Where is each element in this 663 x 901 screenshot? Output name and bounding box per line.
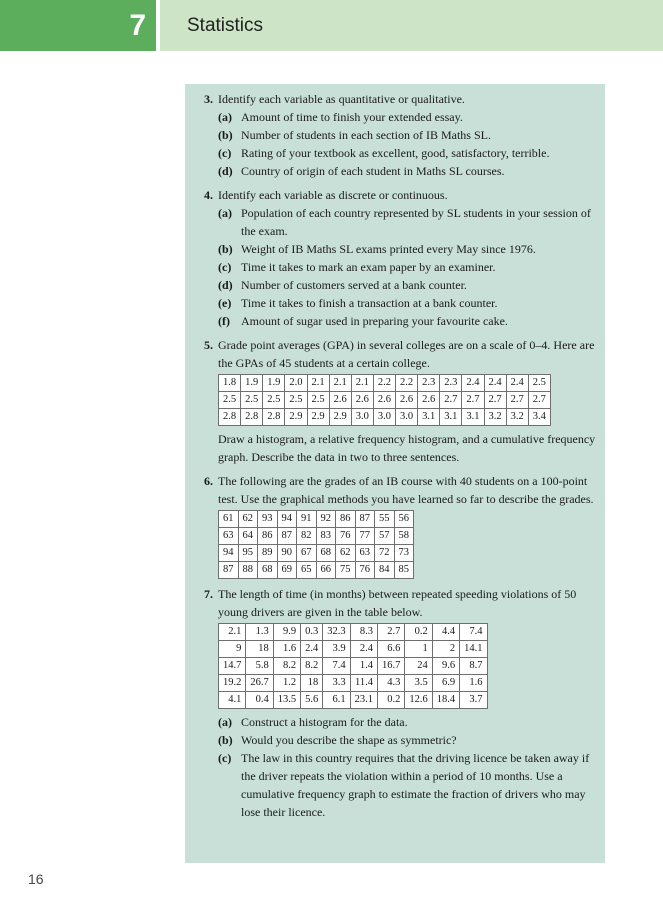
part-label: (e) bbox=[218, 296, 232, 310]
table-cell: 2.8 bbox=[263, 409, 285, 426]
question-parts bbox=[204, 204, 597, 330]
table-cell: 2.2 bbox=[396, 375, 418, 392]
table-cell: 6.1 bbox=[323, 692, 350, 709]
table-cell: 18 bbox=[301, 675, 323, 692]
part-label: (a) bbox=[218, 715, 232, 729]
table-cell: 3.2 bbox=[506, 409, 528, 426]
table-cell: 3.7 bbox=[460, 692, 487, 709]
table-cell: 57 bbox=[375, 528, 395, 545]
table-cell: 2.7 bbox=[440, 392, 462, 409]
table-cell: 3.0 bbox=[351, 409, 373, 426]
part-label: (a) bbox=[218, 206, 232, 220]
table-cell: 2.5 bbox=[219, 392, 241, 409]
table-cell: 2.5 bbox=[285, 392, 307, 409]
table-cell: 94 bbox=[277, 511, 297, 528]
table-row bbox=[219, 641, 488, 658]
table-cell: 2.4 bbox=[301, 641, 323, 658]
table-cell: 8.2 bbox=[301, 658, 323, 675]
part-label: (d) bbox=[218, 278, 233, 292]
table-cell: 3.9 bbox=[323, 641, 350, 658]
table-cell: 55 bbox=[375, 511, 395, 528]
part-label: (b) bbox=[218, 733, 233, 747]
part-text: Number of students in each section of IB Maths SL. bbox=[241, 128, 491, 142]
question-part bbox=[204, 276, 597, 294]
part-text: Amount of time to finish your extended essay. bbox=[241, 110, 463, 124]
question-number: 6. bbox=[204, 474, 213, 488]
part-label: (c) bbox=[218, 751, 232, 765]
table-cell: 24 bbox=[405, 658, 432, 675]
table-cell: 63 bbox=[355, 545, 375, 562]
question-part bbox=[204, 144, 597, 162]
part-label: (f) bbox=[218, 314, 230, 328]
question-part bbox=[204, 713, 597, 731]
table-cell: 32.3 bbox=[323, 624, 350, 641]
table-cell: 83 bbox=[316, 528, 336, 545]
question-stem: Identify each variable as discrete or continuous. bbox=[218, 188, 448, 202]
part-label: (b) bbox=[218, 242, 233, 256]
question-part bbox=[204, 108, 597, 126]
question-part bbox=[204, 162, 597, 180]
question-part bbox=[204, 204, 597, 240]
table-cell: 64 bbox=[238, 528, 258, 545]
table-cell: 2.7 bbox=[484, 392, 506, 409]
table-row bbox=[219, 409, 551, 426]
table-cell: 72 bbox=[375, 545, 395, 562]
table-cell: 3.3 bbox=[323, 675, 350, 692]
question-6 bbox=[204, 472, 597, 579]
table-cell: 2.8 bbox=[241, 409, 263, 426]
table-cell: 2.1 bbox=[307, 375, 329, 392]
table-cell: 2.6 bbox=[329, 392, 351, 409]
table-cell: 13.5 bbox=[273, 692, 300, 709]
table-cell: 2.1 bbox=[219, 624, 246, 641]
table-cell: 9.9 bbox=[273, 624, 300, 641]
table-cell: 23.1 bbox=[350, 692, 377, 709]
table-cell: 69 bbox=[277, 562, 297, 579]
table-cell: 2.4 bbox=[506, 375, 528, 392]
table-cell: 3.0 bbox=[373, 409, 395, 426]
table-cell: 66 bbox=[316, 562, 336, 579]
table-cell: 2.4 bbox=[350, 641, 377, 658]
part-label: (b) bbox=[218, 128, 233, 142]
table-cell: 73 bbox=[394, 545, 414, 562]
table-cell: 26.7 bbox=[246, 675, 273, 692]
gpa-table bbox=[218, 374, 551, 426]
question-parts bbox=[204, 713, 597, 821]
table-cell: 62 bbox=[238, 511, 258, 528]
table-cell: 4.3 bbox=[378, 675, 405, 692]
table-cell: 2.9 bbox=[285, 409, 307, 426]
table-cell: 86 bbox=[258, 528, 278, 545]
table-row bbox=[219, 392, 551, 409]
question-parts bbox=[204, 108, 597, 180]
table-cell: 2.6 bbox=[396, 392, 418, 409]
table-cell: 90 bbox=[277, 545, 297, 562]
exercise-panel bbox=[185, 84, 605, 863]
question-4 bbox=[204, 186, 597, 330]
table-cell: 6.9 bbox=[432, 675, 459, 692]
part-text: Time it takes to mark an exam paper by an examiner. bbox=[241, 260, 496, 274]
table-cell: 4.1 bbox=[219, 692, 246, 709]
table-cell: 2.5 bbox=[241, 392, 263, 409]
question-5 bbox=[204, 336, 597, 466]
table-cell: 3.0 bbox=[396, 409, 418, 426]
table-cell: 68 bbox=[316, 545, 336, 562]
table-cell: 3.5 bbox=[405, 675, 432, 692]
table-cell: 87 bbox=[355, 511, 375, 528]
question-stem: The following are the grades of an IB course with 40 students on a 100-point test. Use the graphical methods you have learned so far to describe the grades. bbox=[218, 474, 594, 506]
table-cell: 11.4 bbox=[350, 675, 377, 692]
question-part bbox=[204, 749, 597, 821]
table-cell: 75 bbox=[336, 562, 356, 579]
table-cell: 87 bbox=[277, 528, 297, 545]
table-cell: 0.3 bbox=[301, 624, 323, 641]
question-part bbox=[204, 731, 597, 749]
table-row bbox=[219, 562, 414, 579]
table-cell: 3.1 bbox=[462, 409, 484, 426]
table-cell: 1.9 bbox=[263, 375, 285, 392]
table-row bbox=[219, 375, 551, 392]
table-cell: 77 bbox=[355, 528, 375, 545]
table-cell: 1.4 bbox=[350, 658, 377, 675]
table-cell: 62 bbox=[336, 545, 356, 562]
table-cell: 14.1 bbox=[460, 641, 487, 658]
question-number: 3. bbox=[204, 92, 213, 106]
question-part bbox=[204, 258, 597, 276]
table-cell: 3.1 bbox=[440, 409, 462, 426]
table-cell: 1.9 bbox=[241, 375, 263, 392]
part-text: Weight of IB Maths SL exams printed every May since 1976. bbox=[241, 242, 536, 256]
table-cell: 2.2 bbox=[373, 375, 395, 392]
table-cell: 6.6 bbox=[378, 641, 405, 658]
question-part bbox=[204, 294, 597, 312]
table-cell: 65 bbox=[297, 562, 317, 579]
table-cell: 3.2 bbox=[484, 409, 506, 426]
table-cell: 61 bbox=[219, 511, 239, 528]
table-cell: 82 bbox=[297, 528, 317, 545]
table-cell: 2.6 bbox=[418, 392, 440, 409]
table-cell: 2.8 bbox=[219, 409, 241, 426]
table-cell: 94 bbox=[219, 545, 239, 562]
table-cell: 91 bbox=[297, 511, 317, 528]
question-stem: Grade point averages (GPA) in several colleges are on a scale of 0–4. Here are the GPAs of 45 students at a certain college. bbox=[218, 338, 595, 370]
table-cell: 76 bbox=[355, 562, 375, 579]
table-cell: 4.4 bbox=[432, 624, 459, 641]
table-cell: 58 bbox=[394, 528, 414, 545]
table-cell: 63 bbox=[219, 528, 239, 545]
table-cell: 8.2 bbox=[273, 658, 300, 675]
table-row bbox=[219, 624, 488, 641]
table-cell: 2.3 bbox=[440, 375, 462, 392]
table-cell: 2.7 bbox=[528, 392, 550, 409]
table-cell: 2.7 bbox=[378, 624, 405, 641]
table-cell: 68 bbox=[258, 562, 278, 579]
table-cell: 7.4 bbox=[323, 658, 350, 675]
table-row bbox=[219, 528, 414, 545]
question-stem: Identify each variable as quantitative or qualitative. bbox=[218, 92, 465, 106]
table-cell: 2.7 bbox=[506, 392, 528, 409]
part-label: (a) bbox=[218, 110, 232, 124]
table-cell: 85 bbox=[394, 562, 414, 579]
table-cell: 8.7 bbox=[460, 658, 487, 675]
part-label: (d) bbox=[218, 164, 233, 178]
question-part bbox=[204, 240, 597, 258]
table-row bbox=[219, 545, 414, 562]
table-cell: 3.1 bbox=[418, 409, 440, 426]
table-cell: 3.4 bbox=[528, 409, 550, 426]
part-text: Population of each country represented by SL students in your session of the exam. bbox=[241, 206, 591, 238]
table-row bbox=[219, 692, 488, 709]
part-text: Time it takes to finish a transaction at a bank counter. bbox=[241, 296, 498, 310]
table-cell: 8.3 bbox=[350, 624, 377, 641]
part-text: Construct a histogram for the data. bbox=[241, 715, 408, 729]
table-cell: 76 bbox=[336, 528, 356, 545]
part-text: Rating of your textbook as excellent, good, satisfactory, terrible. bbox=[241, 146, 550, 160]
table-cell: 93 bbox=[258, 511, 278, 528]
table-cell: 88 bbox=[238, 562, 258, 579]
chapter-title-bar bbox=[160, 0, 663, 51]
part-text: Would you describe the shape as symmetric? bbox=[241, 733, 457, 747]
question-number: 7. bbox=[204, 587, 213, 601]
table-row bbox=[219, 511, 414, 528]
table-cell: 0.2 bbox=[378, 692, 405, 709]
table-cell: 2.1 bbox=[351, 375, 373, 392]
part-label: (c) bbox=[218, 260, 232, 274]
table-cell: 2.9 bbox=[307, 409, 329, 426]
part-text: Number of customers served at a bank counter. bbox=[241, 278, 467, 292]
question-number: 5. bbox=[204, 338, 213, 352]
part-text: The law in this country requires that the driving licence be taken away if the driver repeats the violation within a period of 10 months. Use a cumulative frequency graph to estimate the fraction of drivers who may lose their licence. bbox=[241, 751, 590, 819]
part-text: Amount of sugar used in preparing your favourite cake. bbox=[241, 314, 508, 328]
table-cell: 5.8 bbox=[246, 658, 273, 675]
table-cell: 1.6 bbox=[460, 675, 487, 692]
table-cell: 14.7 bbox=[219, 658, 246, 675]
table-cell: 56 bbox=[394, 511, 414, 528]
table-cell: 2.4 bbox=[484, 375, 506, 392]
table-cell: 87 bbox=[219, 562, 239, 579]
table-cell: 0.2 bbox=[405, 624, 432, 641]
table-cell: 9.6 bbox=[432, 658, 459, 675]
part-text: Country of origin of each student in Maths SL courses. bbox=[241, 164, 505, 178]
table-cell: 18.4 bbox=[432, 692, 459, 709]
question-part bbox=[204, 126, 597, 144]
question-3 bbox=[204, 90, 597, 180]
table-cell: 19.2 bbox=[219, 675, 246, 692]
table-cell: 92 bbox=[316, 511, 336, 528]
table-cell: 12.6 bbox=[405, 692, 432, 709]
table-cell: 67 bbox=[297, 545, 317, 562]
table-cell: 2.0 bbox=[285, 375, 307, 392]
table-cell: 2.5 bbox=[263, 392, 285, 409]
chapter-number: 7 bbox=[129, 8, 146, 42]
table-cell: 2.3 bbox=[418, 375, 440, 392]
table-cell: 89 bbox=[258, 545, 278, 562]
table-cell: 0.4 bbox=[246, 692, 273, 709]
table-cell: 2.4 bbox=[462, 375, 484, 392]
table-cell: 1.6 bbox=[273, 641, 300, 658]
table-cell: 2.1 bbox=[329, 375, 351, 392]
chapter-number-badge bbox=[0, 0, 156, 51]
question-number: 4. bbox=[204, 188, 213, 202]
table-cell: 84 bbox=[375, 562, 395, 579]
table-row bbox=[219, 675, 488, 692]
table-cell: 7.4 bbox=[460, 624, 487, 641]
table-cell: 2.5 bbox=[307, 392, 329, 409]
question-instructions: Draw a histogram, a relative frequency histogram, and a cumulative frequency graph. Describe the data in two to three sentences. bbox=[218, 432, 596, 464]
table-cell: 1.8 bbox=[219, 375, 241, 392]
grades-table bbox=[218, 510, 414, 579]
table-cell: 1.2 bbox=[273, 675, 300, 692]
table-cell: 86 bbox=[336, 511, 356, 528]
question-stem: The length of time (in months) between repeated speeding violations of 50 young drivers are given in the table below. bbox=[218, 587, 577, 619]
question-part bbox=[204, 312, 597, 330]
part-label: (c) bbox=[218, 146, 232, 160]
table-cell: 18 bbox=[246, 641, 273, 658]
page-number: 16 bbox=[28, 871, 44, 887]
table-cell: 5.6 bbox=[301, 692, 323, 709]
table-cell: 2.5 bbox=[528, 375, 550, 392]
question-7 bbox=[204, 585, 597, 821]
table-cell: 2.6 bbox=[373, 392, 395, 409]
table-cell: 1 bbox=[405, 641, 432, 658]
table-cell: 2.7 bbox=[462, 392, 484, 409]
table-cell: 95 bbox=[238, 545, 258, 562]
table-cell: 2.6 bbox=[351, 392, 373, 409]
chapter-title: Statistics bbox=[187, 14, 264, 36]
table-cell: 9 bbox=[219, 641, 246, 658]
table-row bbox=[219, 658, 488, 675]
table-cell: 1.3 bbox=[246, 624, 273, 641]
table-cell: 2.9 bbox=[329, 409, 351, 426]
table-cell: 2 bbox=[432, 641, 459, 658]
violations-table bbox=[218, 623, 488, 709]
table-cell: 16.7 bbox=[378, 658, 405, 675]
